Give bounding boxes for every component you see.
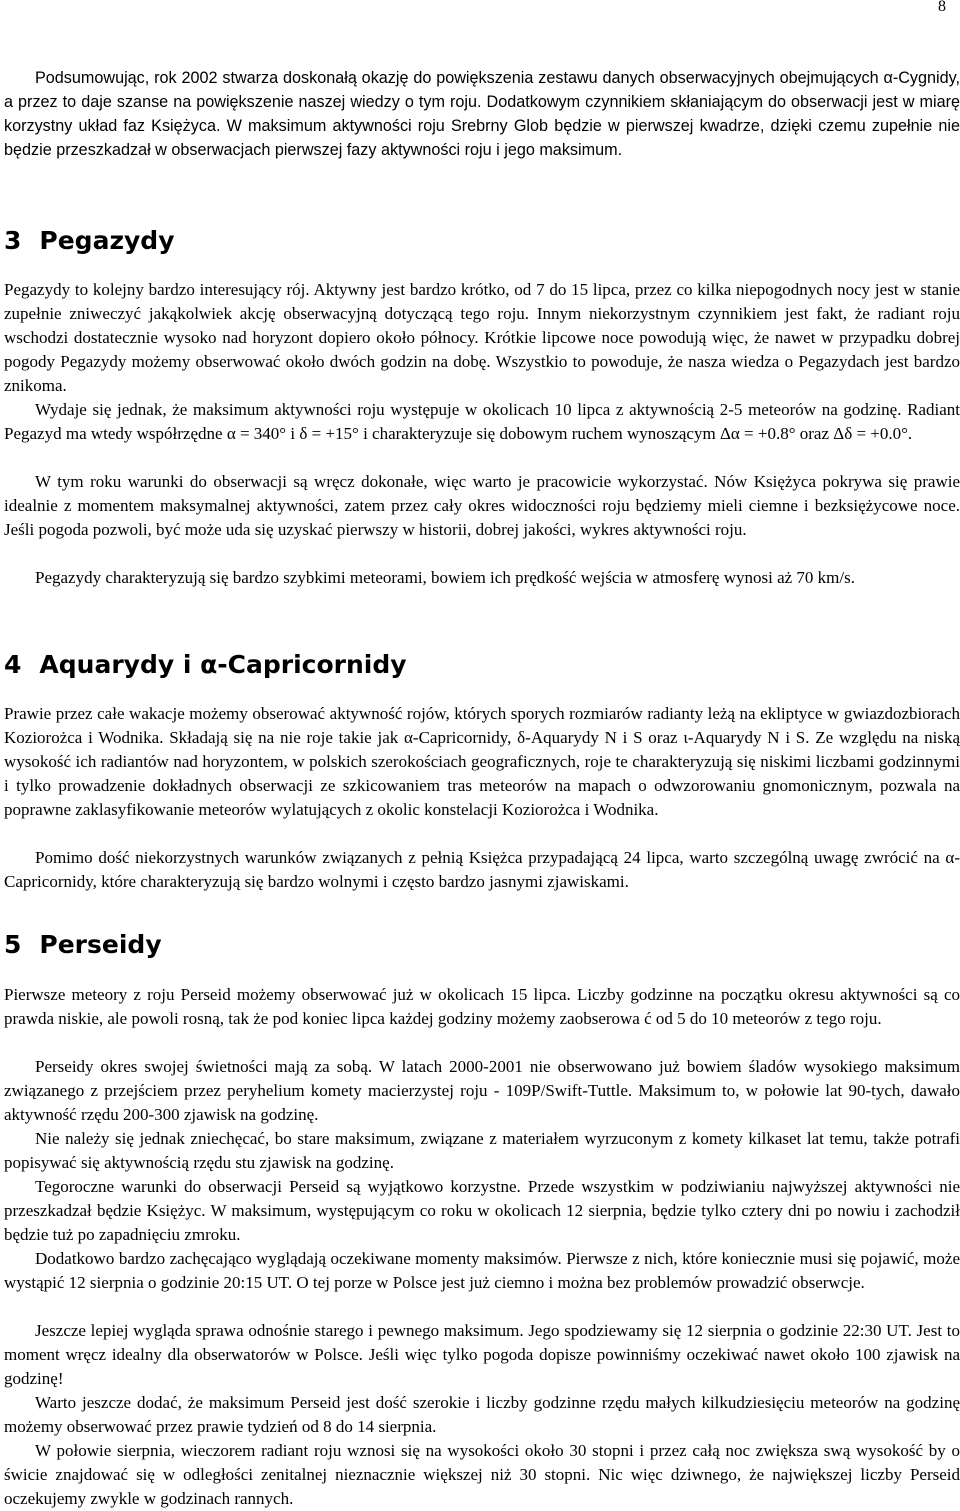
section-title: Pegazydy [39,226,175,255]
paragraph: W tym roku warunki do obserwacji są wręcz dokonałe, więc warto je pracowicie wykorzystać. Nów Księżyca pokrywa się prawie idealnie z momentem maksymalnej aktywności, zatem przez cały okres widoczności roju będziemy mieli ciemne i bezksiężycowe noce. Jeśli pogoda pozwoli, być może uda się uzyskać pierwszy w historii, dobrej jakości, wykres aktywności roju. [4,472,960,539]
paragraph: Dodatkowo bardzo zachęcająco wyglądają oczekiwane momenty maksimów. Pierwsze z nich, które koniecznie musi się pojawić, może wystąpić 12 sierpnia o godzinie 20:15 UT. O tej porze w Polsce jest już ciemno i można bez problemów prowadzić obserwcje. [4,1249,960,1292]
section-number: 5 [4,930,22,959]
paragraph: Prawie przez całe wakacje możemy obserować aktywność rojów, których sporych rozmiarów radianty leżą na ekliptyce w gwiazdozbiorach Koziorożca i Wodnika. Składają się na nie roje takie jak α-Capricornidy, δ-Aquarydy N i S oraz ι-Aquarydy N i S. Ze względu na niską wysokość ich radiantów nad horyzontem, w polskich szerokościach geograficznych, roje te charakteryzują się niskimi liczbami godzinnymi i tylko prowadzenie dokładnych obserwacji ze szkicowaniem tras meteorów na mapach o odwzorowaniu gnomonicznym, pozwala na poprawne zaklasyfikowanie meteorów wylatujących z okolic konstelacji Koziorożca i Wodnika. [4,704,960,819]
section-heading-pegazydy [0,224,960,258]
paragraph: Pierwsze meteory z roju Perseid możemy obserwować już w okolicach 15 lipca. Liczby godzinne na początku okresu aktywności są co prawda niskie, ale powoli rosną, tak że pod koniec lipca każdej godziny możemy zaobserowa ć od 5 do 10 meteorów z tego roju. [4,985,960,1028]
paragraph: Wydaje się jednak, że maksimum aktywności roju występuje w okolicach 10 lipca z aktywnością 2-5 meteorów na godzinę. Radiant Pegazyd ma wtedy współrzędne α = 340° i δ = +15° i charakteryzuje się dobowym ruchem wynoszącym Δα = +0.8° oraz Δδ = +0.0°. [4,400,960,443]
paragraph: Pegazydy charakteryzują się bardzo szybkimi meteorami, bowiem ich prędkość wejścia w atmosferę wynosi aż 70 km/s. [35,568,855,587]
section-heading-perseidy [0,928,960,962]
section-title: Perseidy [39,930,162,959]
page-number: 8 [938,0,946,15]
paragraph: Tegoroczne warunki do obserwacji Perseid są wyjątkowo korzystne. Przede wszystkim w podziwianiu najwyższej aktywności nie przeszkadzał będzie Księżyc. W maksimum, występującym co roku w okolicach 12 sierpnia, będzie tylko cztery dni po nowiu i zachodził będzie tuż po zapadnięciu zmroku. [4,1177,960,1244]
intro-paragraph: Podsumowując, rok 2002 stwarza doskonałą okazję do powiększenia zestawu danych obserwacyjnych obejmujących α-Cygnidy, a przez to daje szanse na powiększenie naszej wiedzy o tym roju. Dodatkowym czynnikiem skłaniającym do obserwacji jest w miarę korzystny układ faz Księżyca. W maksimum aktywności roju Srebrny Glob będzie w pierwszej kwadrze, dzięki czemu zupełnie nie będzie przeszkadzał w obserwacjach pierwszej fazy aktywności roju i jego maksimum. [4,69,960,159]
section-number: 3 [4,226,22,255]
section-heading-aquarydy [0,648,960,682]
section-title: Aquarydy i α-Capricornidy [39,650,407,679]
paragraph: Jeszcze lepiej wygląda sprawa odnośnie starego i pewnego maksimum. Jego spodziewamy się 12 sierpnia o godzinie 22:30 UT. Jest to moment wręcz idealny dla obserwatorów w Polsce. Jeśli więc tylko pogoda dopisze powinniśmy oczekiwać nawet około 100 zjawisk na godzinę! [4,1321,960,1388]
paragraph: Pomimo dość niekorzystnych warunków związanych z pełnią Księżca przypadającą 24 lipca, warto szczególną uwagę zwrócić na α-Capricornidy, które charakteryzują się bardzo wolnymi i często bardzo jasnymi zjawiskami. [4,848,960,891]
paragraph: Perseidy okres swojej świetności mają za sobą. W latach 2000-2001 nie obserwowano już bowiem śladów wysokiego maksimum związanego z przejściem przez peryhelium komety macierzystej roju - 109P/Swift-Tuttle. Maksimum to, w połowie lat 90-tych, dawało aktywność rzędu 200-300 zjawisk na godzinę. [4,1057,960,1124]
paragraph: W połowie sierpnia, wieczorem radiant roju wznosi się na wysokości około 30 stopni i przez całą noc zwiększa swą wysokość by o świcie znajdować się w odległości zenitalnej nieznacznie większej niż 30 stopni. Nic więc dziwnego, że największej liczby Perseid oczekujemy zwykle w godzinach rannych. [4,1441,960,1508]
paragraph: Nie należy się jednak zniechęcać, bo stare maksimum, związane z materiałem wyrzuconym z komety kilkaset lat temu, także potrafi popisywać się aktywnością rzędu stu zjawisk na godzinę. [4,1129,960,1172]
section-number: 4 [4,650,22,679]
paragraph: Warto jeszcze dodać, że maksimum Perseid jest dość szerokie i liczby godzinne rzędu małych kilkudziesięciu meteorów na godzinę możemy obserwować przez prawie tydzień od 8 do 14 sierpnia. [4,1393,960,1436]
paragraph: Pegazydy to kolejny bardzo interesujący rój. Aktywny jest bardzo krótko, od 7 do 15 lipca, przez co kilka niepogodnych nocy jest w stanie zupełnie zniweczyć jakąkolwiek akcję obserwacyjną dotyczącą tego roju. Innym niekorzystnym czynnikiem jest fakt, że radiant roju wschodzi dostatecznie wysoko nad horyzont dopiero około północy. Krótkie lipcowe noce powodują więc, że nawet w przypadku dobrej pogody Pegazydy możemy obserwować około dwóch godzin na dobę. Wszystkio to powoduje, że nasza wiedza o Pegazydach jest bardzo znikoma. [4,280,960,395]
